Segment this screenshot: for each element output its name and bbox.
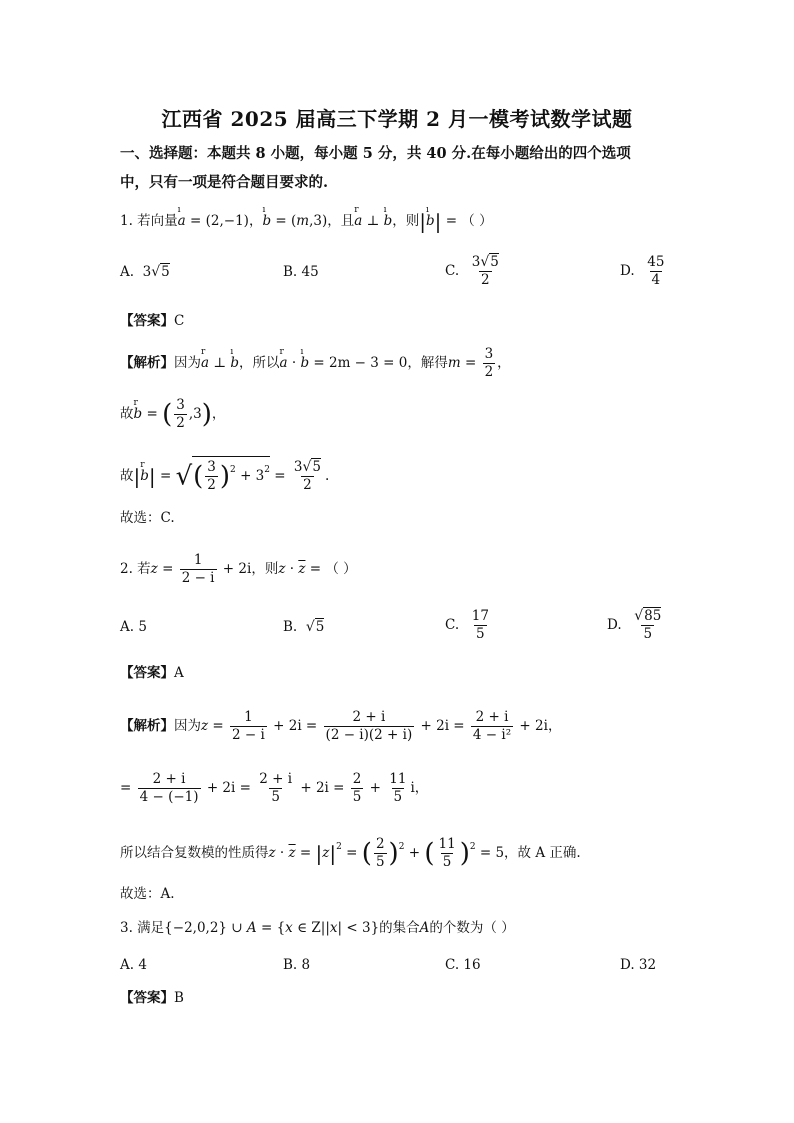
q3-option-c: C. 16 [445,957,481,973]
page-title: 江西省 2025 届高三下学期 2 月一模考试数学试题 [161,107,633,131]
q2-option-a: A. 5 [120,619,147,635]
question-3-stem: 3. 满足{−2,0,2} ∪ A = {x ∈ Z||x| < 3}的集合A的个数为（ ） [120,920,515,936]
section-heading-line2: 中，只有一项是符合题目要求的. [120,174,329,191]
q1-answer: 【答案】C [120,313,185,329]
q2-solution-line2: = $\frac{2 + i}{4 - (-1)}$ + 2i = $\frac{2 + i}{5}$ + 2i = $\frac{2}{5}$ + $\frac{11}{5}$ i， [120,771,429,805]
q1-option-d: D. $\frac{45}{4}$ [620,254,665,288]
q1-option-c: C. $\frac{3√5}{2}$ [445,254,499,288]
q2-option-b: B. √5 [283,619,325,635]
q2-solution-line3: 所以结合复数模的性质得$z \cdot \overline{z} = |z|^2$ = ( $\frac{2}{5}$ )$^2$ + ( $\frac{11}{5}$ )$^2$ = 5，故 A 正确. [120,836,581,870]
q1-option-b: B. 45 [283,264,319,280]
question-2-stem: 2. 若z = $\frac{1}{2 - i}$ + 2i，则$z \cdot \overline{z}$ = （ ） [120,552,357,586]
section-heading-line1: 一、选择题：本题共 8 小题，每小题 5 分，共 40 分.在每小题给出的四个选项 [120,145,631,162]
q2-choose: 故选：A. [120,886,175,902]
q2-option-d: D. $\frac{√85}{5}$ [607,608,662,642]
q3-option-b: B. 8 [283,957,311,973]
q3-answer: 【答案】B [120,990,184,1006]
q1-solution-line1: 【解析】因为r a ⊥ ı b，所以r a · ı b = 2m − 3 = 0，解得m = $\frac{3}{2}$ ， [120,346,511,381]
q1-solution-line3: 故|r b| = √( $\frac{3}{2}$ )$^2 + 3^2$ = $\frac{3√5}{2}$ . [120,456,329,494]
q1-choose: 故选：C. [120,510,175,526]
q2-option-c: C. $\frac{17}{5}$ [445,608,489,642]
q1-option-a: A. 3√5 [120,264,170,280]
q3-option-a: A. 4 [120,957,147,973]
question-1-stem: 1. 若向量ı a = (2,−1)，ı b = (m,3)，且r a ⊥ ı b，则|ı b| = （ ） [120,212,493,231]
q2-solution-line1: 【解析】因为z = $\frac{1}{2 - i}$ + 2i = $\frac{2 + i}{(2 - i)(2 + i)}$ + 2i = $\frac{2 + i}{\text{4 − i²}}$ + 2i， [120,709,562,743]
q2-answer: 【答案】A [120,665,184,681]
q1-solution-line2: 故r b = ( $\frac{3}{2}$ ,3)， [120,397,225,432]
q3-option-d: D. 32 [620,957,657,973]
